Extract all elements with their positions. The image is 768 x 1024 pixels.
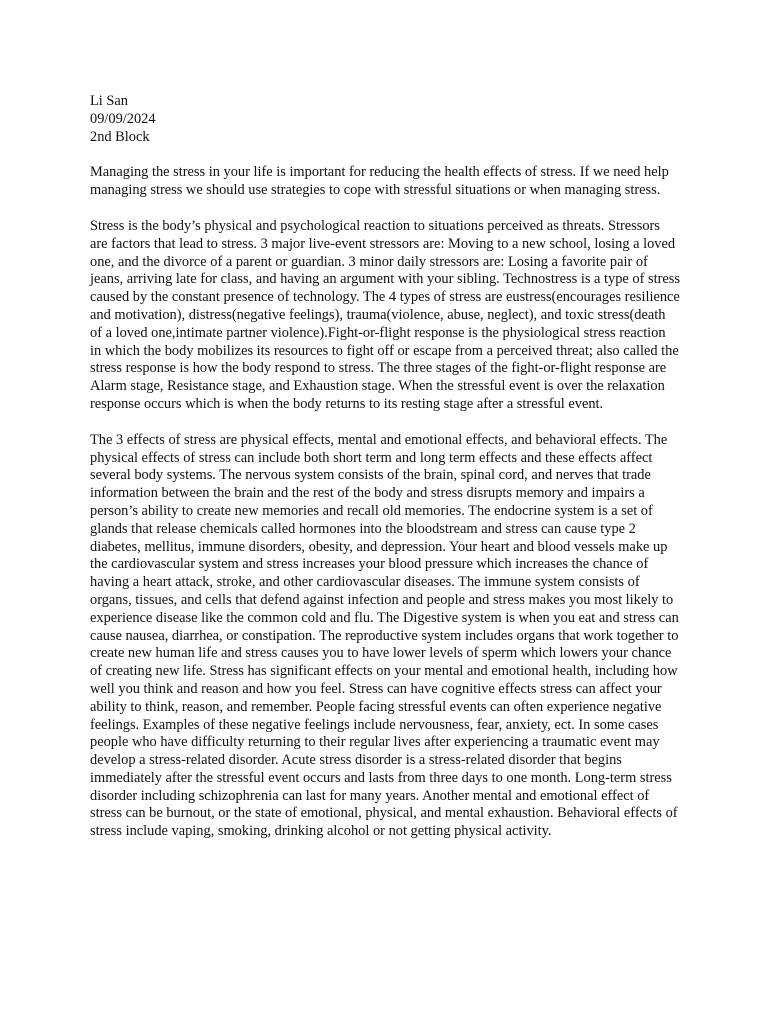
- spacer: [90, 200, 680, 218]
- paragraph-stress-definition: Stress is the body’s physical and psychological reaction to situations perceived as threats. Stressors are factors that lead to stress. 3 major live-event stressors are: Moving to a new school, losing a loved one, and the divorce of a parent or guardian. 3 minor daily stressors are: Losing a favorite pair of jeans, arriving late for class, and having an argument with your sibling. Technostress is a type of stress caused by the constant presence of technology. The 4 types of stress are eustress(encourages resilience and motivation), distress(negative feelings), trauma(violence, abuse, neglect), and toxic stress(death of a loved one,intimate partner violence).Fight-or-flight response is the physiological stress reaction in which the body mobilizes its resources to fight off or escape from a perceived threat; also called the stress response is how the body respond to stress. The three stages of the fight-or-flight response are Alarm stage, Resistance stage, and Exhaustion stage. When the stressful event is over the relaxation response occurs which is when the body returns to its resting stage after a stressful event.: [90, 217, 680, 412]
- spacer: [90, 414, 680, 432]
- document-page: [90, 93, 680, 841]
- paragraph-effects-of-stress: The 3 effects of stress are physical effects, mental and emotional effects, and behavioral effects. The physical effects of stress can include both short term and long term effects and these effects affect several body systems. The nervous system consists of the brain, spinal cord, and nerves that trade information between the brain and the rest of the body and stress disrupts memory and impairs a person’s ability to create new memories and recall old memories. The endocrine system is a set of glands that release chemicals called hormones into the bloodstream and stress can cause type 2 diabetes, mellitus, immune disorders, obesity, and depression. Your heart and blood vessels make up the cardiovascular system and stress increases your blood pressure which increases the chance of having a heart attack, stroke, and other cardiovascular diseases. The immune system consists of organs, tissues, and cells that defend against infection and people and stress makes you most likely to experience disease like the common cold and flu. The Digestive system is when you eat and stress can cause nausea, diarrhea, or constipation. The reproductive system includes organs that work together to create new human life and stress causes you to have lower levels of sperm which lowers your chance of creating new life. Stress has significant effects on your mental and emotional health, including how well you think and reason and how you feel. Stress can have cognitive effects stress can affect your ability to think, reason, and remember. People facing stressful events can often experience negative feelings. Examples of these negative feelings include nervousness, fear, anxiety, ect. In some cases people who have difficulty returning to their regular lives after experiencing a traumatic event may develop a stress-related disorder. Acute stress disorder is a stress-related disorder that begins immediately after the stressful event occurs and lasts from three days to one month. Long-term stress disorder including schizophrenia can last for many years. Another mental and emotional effect of stress can be burnout, or the state of emotional, physical, and mental exhaustion. Behavioral effects of stress include vaping, smoking, drinking alcohol or not getting physical activity.: [90, 431, 679, 840]
- document-date: 09/09/2024: [90, 110, 156, 127]
- student-name: Li San: [90, 93, 128, 109]
- spacer: [90, 146, 680, 164]
- paragraph-intro: Managing the stress in your life is important for reducing the health effects of stress. If we need help managing stress we should use strategies to cope with stressful situations or when managing stress.: [90, 164, 669, 199]
- class-block: 2nd Block: [90, 128, 150, 145]
